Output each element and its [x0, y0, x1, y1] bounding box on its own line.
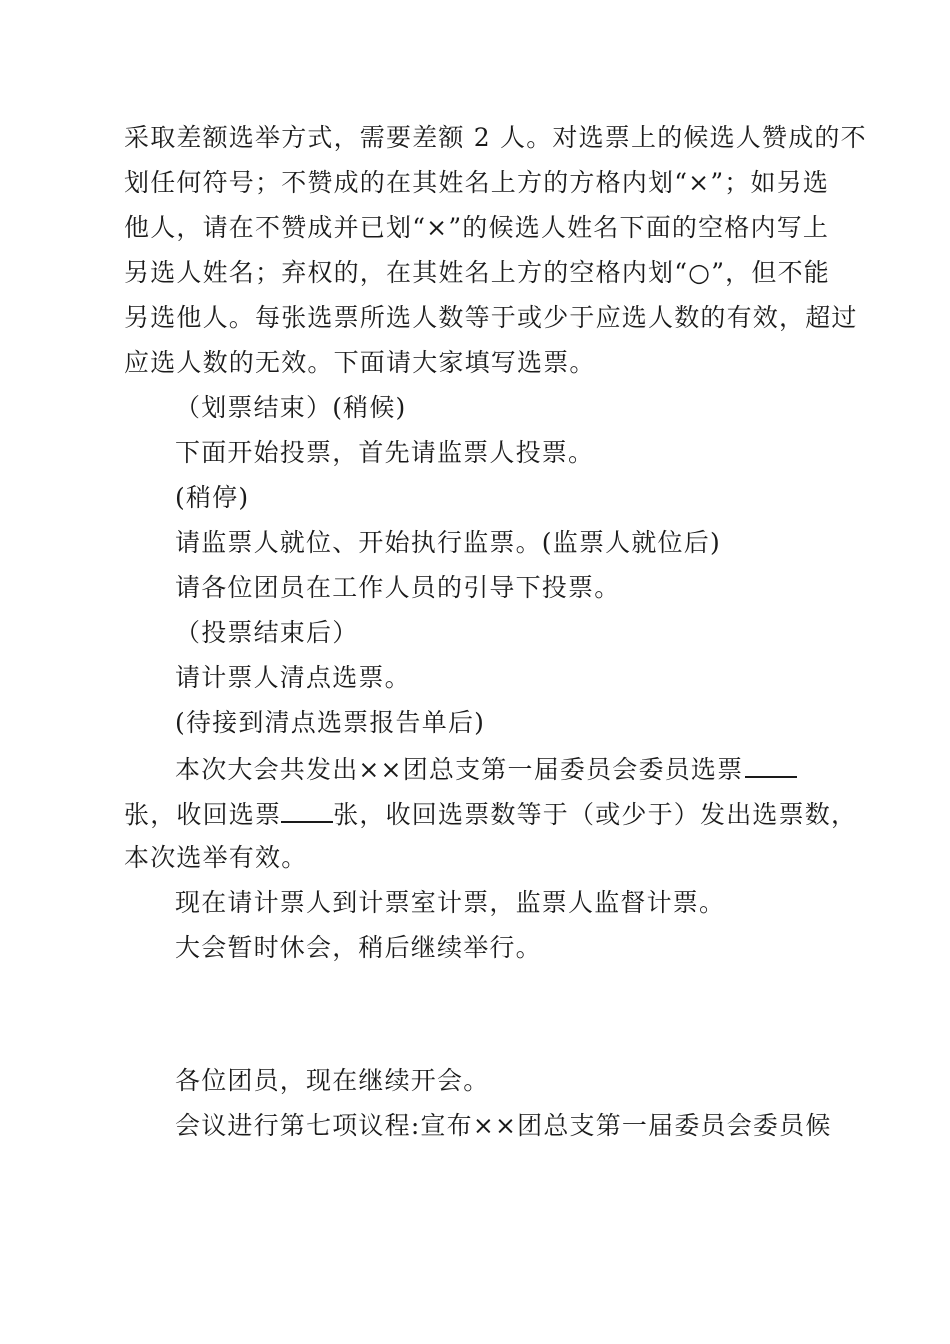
marking-ends-note: （划票结束）(稍候) — [175, 393, 407, 422]
count-ballots-line: 请计票人清点选票。 — [175, 663, 411, 692]
recess-line: 大会暂时休会，稍后继续举行。 — [175, 933, 542, 962]
go-count-line: 现在请计票人到计票室计票，监票人监督计票。 — [175, 888, 726, 917]
paragraph-line: 应选人数的无效。下面请大家填写选票。 — [124, 348, 596, 377]
ballot-report-line-2 — [124, 793, 857, 833]
paragraph-line: 他人，请在不赞成并已划“×”的候选人姓名下面的空格内写上 — [124, 213, 830, 242]
agenda-item-heading: 会议进行第七项议程 — [175, 1111, 411, 1140]
ballot-report-line-3: 本次选举有效。 — [124, 843, 308, 872]
agenda-item-line — [175, 1106, 832, 1146]
ballot-report-text: 张，收回选票 — [124, 800, 282, 829]
start-voting-line: 下面开始投票，首先请监票人投票。 — [175, 438, 595, 467]
ballot-report-text: 张，收回选票数等于（或少于）发出选票数， — [333, 800, 858, 829]
pause-note: (稍停) — [175, 483, 250, 512]
resume-line: 各位团员，现在继续开会。 — [175, 1066, 490, 1095]
voting-ends-note: （投票结束后） — [175, 618, 359, 647]
paragraph-line: 另选他人。每张选票所选人数等于或少于应选人数的有效，超过 — [124, 303, 858, 332]
ballot-report-line-1 — [175, 748, 797, 788]
members-vote-line: 请各位团员在工作人员的引导下投票。 — [175, 573, 621, 602]
paragraph-line: 另选人姓名；弃权的，在其姓名上方的空格内划“○”，但不能 — [124, 258, 830, 287]
collected-ballots-blank — [281, 793, 333, 823]
after-report-note: (待接到清点选票报告单后) — [175, 708, 486, 737]
paragraph-line: 划任何符号；不赞成的在其姓名上方的方格内划“×”；如另选 — [124, 168, 830, 197]
paragraph-line: 采取差额选举方式，需要差额 2 人。对选票上的候选人赞成的不 — [124, 123, 867, 152]
ballot-report-text: 本次大会共发出××团总支第一届委员会委员选票 — [175, 755, 744, 784]
monitors-line: 请监票人就位、开始执行监票。(监票人就位后) — [175, 528, 721, 557]
issued-ballots-blank — [745, 748, 797, 778]
agenda-item-text: :宣布××团总支第一届委员会委员候 — [410, 1111, 832, 1140]
